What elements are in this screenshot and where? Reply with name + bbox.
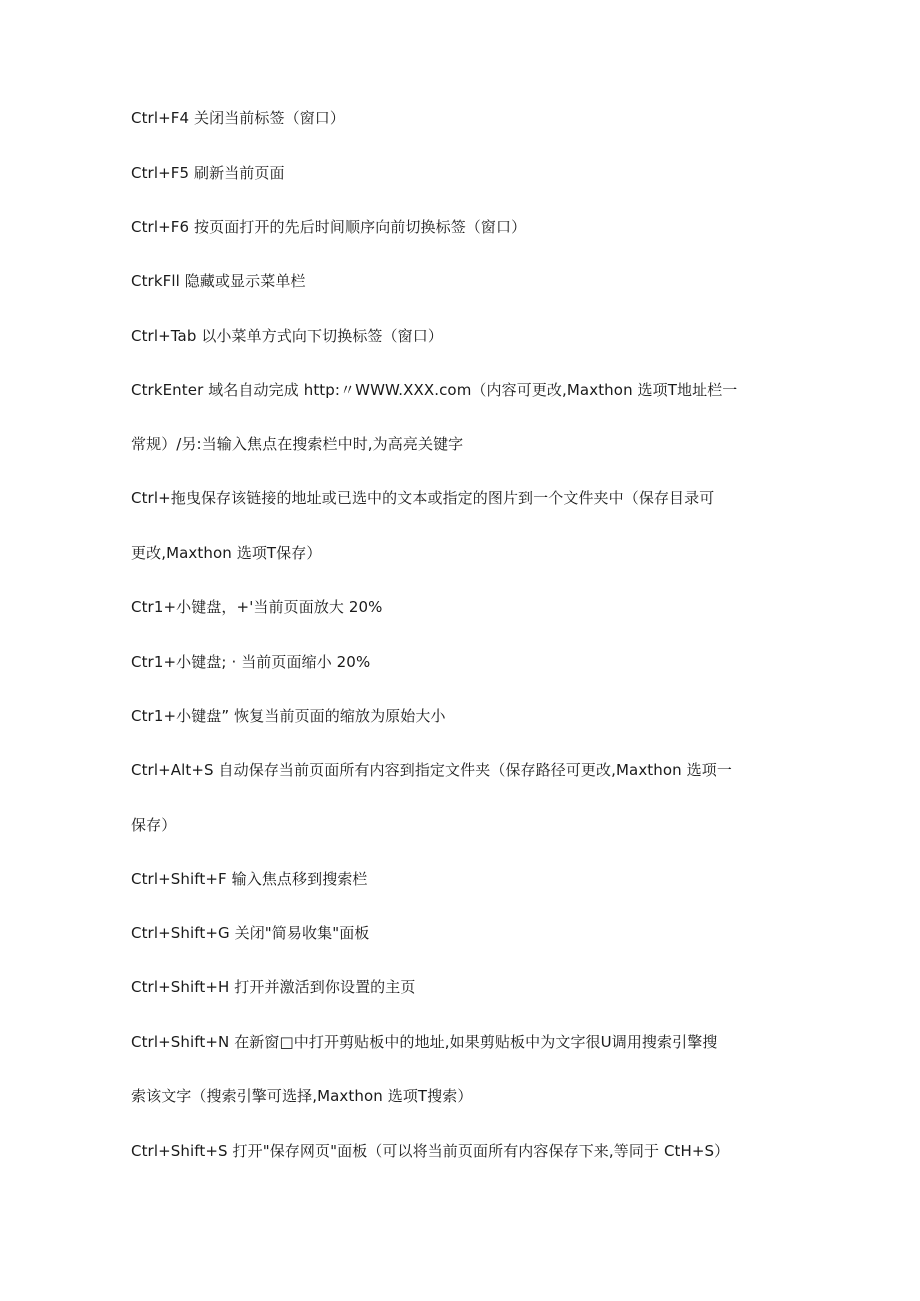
text-line: Ctrl+F4 关闭当前标签（窗口） bbox=[131, 109, 345, 127]
text-line: Ctrl+Shift+N 在新窗□中打开剪贴板中的地址,如果剪贴板中为文字很U调用搜索引擎搜 bbox=[131, 1033, 718, 1051]
text-line: Ctr1+小键盘” 恢复当前页面的缩放为原始大小 bbox=[131, 707, 446, 725]
text-line: CtrkEnter 域名自动完成 http:〃WWW.XXX.com（内容可更改,Maxthon 选项T地址栏一 bbox=[131, 381, 738, 399]
text-line: Ctrl+Shift+S 打开"保存网页"面板（可以将当前页面所有内容保存下来,等同于 CtH+S） bbox=[131, 1142, 730, 1160]
text-line: Ctrl+Shift+G 关闭"简易收集"面板 bbox=[131, 924, 370, 942]
text-line: 保存） bbox=[131, 816, 177, 834]
text-line: 常规）/另:当输入焦点在搜索栏中时,为高亮关键字 bbox=[131, 435, 464, 453]
text-line: 更改,Maxthon 选项T保存） bbox=[131, 544, 322, 562]
text-line: Ctrl+Shift+H 打开并激活到你设置的主页 bbox=[131, 978, 416, 996]
text-line: Ctrl+Alt+S 自动保存当前页面所有内容到指定文件夹（保存路径可更改,Maxthon 选项一 bbox=[131, 761, 732, 779]
text-line: Ctr1+小键盘，+'当前页面放大 20% bbox=[131, 598, 383, 616]
text-line: Ctrl+Shift+F 输入焦点移到搜索栏 bbox=[131, 870, 368, 888]
text-line: Ctrl+F6 按页面打开的先后时间顺序向前切换标签（窗口） bbox=[131, 218, 527, 236]
text-line: 索该文字（搜索引擎可选择,Maxthon 选项T搜索） bbox=[131, 1087, 473, 1105]
text-line: Ctrl+F5 刷新当前页面 bbox=[131, 164, 285, 182]
text-line: CtrkFll 隐藏或显示菜单栏 bbox=[131, 272, 306, 290]
text-line: Ctrl+Tab 以小菜单方式向下切换标签（窗口） bbox=[131, 327, 443, 345]
text-line: Ctr1+小键盘; · 当前页面缩小 20% bbox=[131, 653, 371, 671]
text-line: Ctrl+拖曳保存该链接的地址或已选中的文本或指定的图片到一个文件夹中（保存目录可 bbox=[131, 489, 715, 507]
